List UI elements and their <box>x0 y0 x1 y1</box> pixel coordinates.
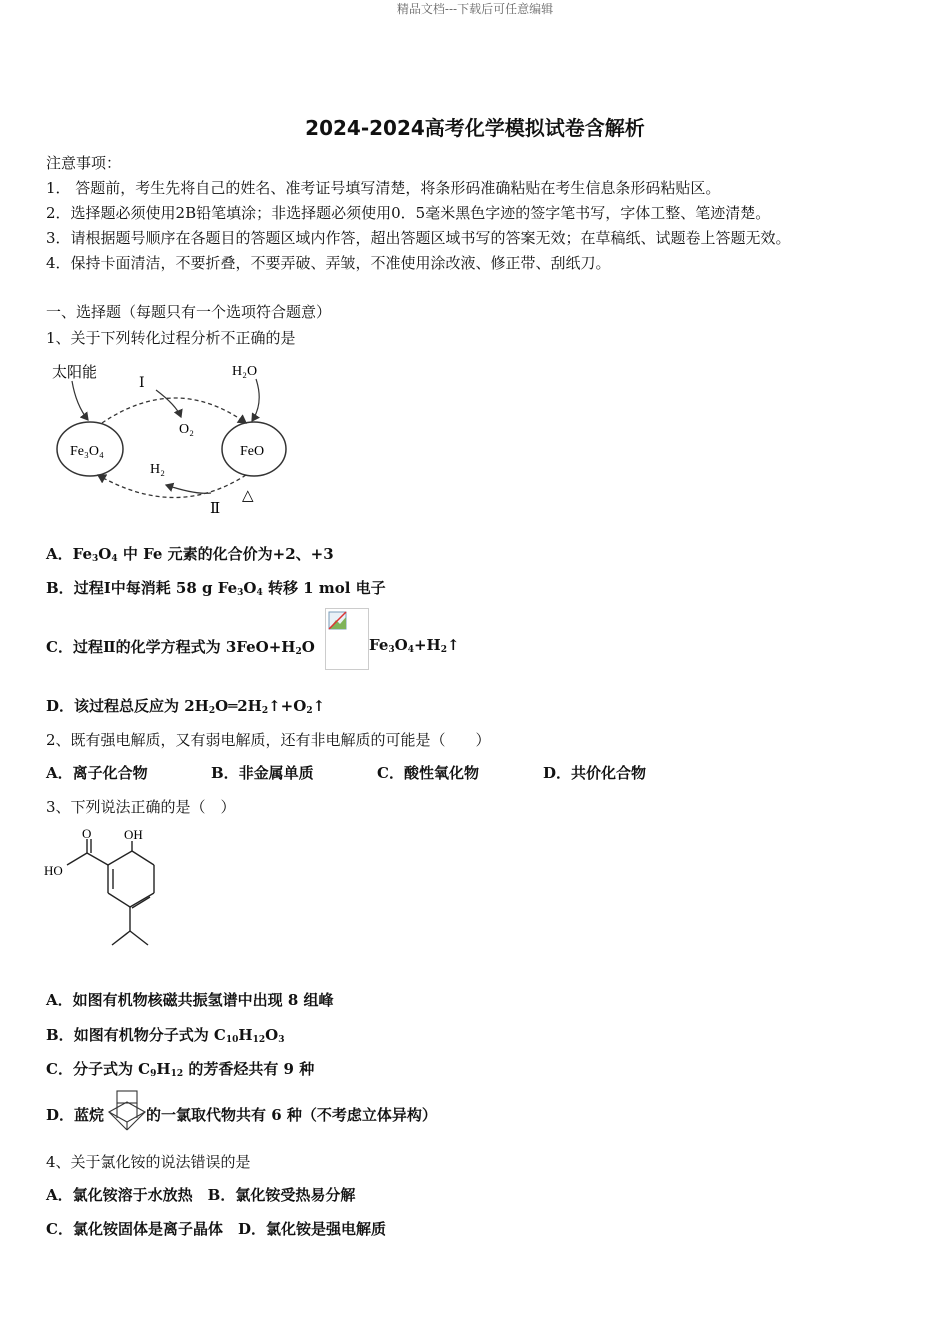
iron-oxide-cycle-diagram <box>46 355 306 520</box>
question-4-stem: 4、关于氯化铵的说法错误的是 <box>46 1153 251 1171</box>
process-1-label: Ⅰ <box>139 376 145 391</box>
q1-option-c-products: $Fe_3O_4+H_2↑$ <box>369 636 460 655</box>
notice-item-3: 3．请根据题号顺序在各题目的答题区域内作答，超出答题区域书写的答案无效；在草稿纸、试题卷上答题无效。 <box>46 229 791 247</box>
q2-option-a: A．离子化合物 <box>46 764 148 782</box>
process-1-arrow <box>102 398 246 423</box>
question-2-stem: 2、既有强电解质，又有弱电解质，还有非电解质的可能是（ ） <box>46 731 491 749</box>
q1-option-c: C．过程Ⅱ的化学方程式为 $3FeO+H_2O$ <box>46 638 315 657</box>
oxygen-arrow <box>156 390 181 417</box>
cubane-like-structure-icon <box>107 1088 151 1132</box>
q1-option-b: B．过程Ⅰ中每消耗 58 g $Fe_3O_4$ 转移 1 mol 电子 <box>46 579 386 598</box>
process-2-label: Ⅱ <box>210 501 221 517</box>
question-3-stem: 3、下列说法正确的是（ ） <box>46 798 236 816</box>
hydrogen-label: H₂ <box>150 462 165 477</box>
q2-option-c: C．酸性氧化物 <box>377 764 479 782</box>
q3-option-a: A．如图有机物核磁共振氢谱中出现 8 组峰 <box>46 991 334 1009</box>
hydroxyl-label: OH <box>124 827 143 842</box>
solar-arrow <box>72 381 88 420</box>
broken-image-icon <box>328 611 348 631</box>
q3-option-c: C．分子式为 $C_9H_{12}$ 的芳香烃共有 9 种 <box>46 1060 315 1079</box>
water-label: H₂O <box>232 364 258 379</box>
q1-option-d: D．该过程总反应为 $2H_2O═2H_2↑+O_2↑$ <box>46 697 326 716</box>
water-arrow <box>252 379 259 421</box>
broken-image-placeholder <box>325 608 369 670</box>
feo-label: FeO <box>240 444 265 459</box>
heat-symbol: △ <box>242 488 254 504</box>
oxygen-label: O₂ <box>179 422 194 437</box>
q4-options-row-1: A．氯化铵溶于水放热 B．氯化铵受热易分解 <box>46 1186 356 1204</box>
q4-options-row-2: C．氯化铵固体是离子晶体 D．氯化铵是强电解质 <box>46 1220 386 1238</box>
process-2-arrow <box>98 475 246 498</box>
fe3o4-label: Fe₃O₄ <box>70 444 104 459</box>
hydrogen-arrow <box>166 485 211 493</box>
carboxyl-hydroxyl-label: HO <box>44 863 63 878</box>
notice-item-2: 2．选择题必须使用2B铅笔填涂；非选择题必须使用0．5毫米黑色字迹的签字笔书写，字体工整、笔迹清楚。 <box>46 204 771 222</box>
page-header: 精品文档---下载后可任意编辑 <box>396 2 554 16</box>
q2-option-b: B．非金属单质 <box>211 764 314 782</box>
q3-option-b: B．如图有机物分子式为 $C_{10}H_{12}O_3$ <box>46 1026 285 1045</box>
section-heading: 一、选择题（每题只有一个选项符合题意） <box>46 303 332 321</box>
q3-option-d: D．蓝烷 的一氯取代物共有 6 种（不考虑立体异构） <box>46 1106 437 1124</box>
notice-item-1: 1． 答题前，考生先将自己的姓名、准考证号填写清楚，将条形码准确粘贴在考生信息条形码粘贴区。 <box>46 179 721 197</box>
question-1-stem: 1、关于下列转化过程分析不正确的是 <box>46 329 296 347</box>
carbonyl-oxygen-label: O <box>82 826 92 841</box>
solar-label: 太阳能 <box>52 365 98 381</box>
document-title: 2024-2024高考化学模拟试卷含解析 <box>305 116 645 140</box>
q2-option-d: D．共价化合物 <box>543 764 647 782</box>
notice-heading: 注意事项： <box>46 154 122 172</box>
organic-structure-diagram <box>40 825 170 960</box>
q1-option-a: A．$Fe_3O_4$ 中 Fe 元素的化合价为+2、+3 <box>46 545 334 564</box>
notice-item-4: 4．保持卡面清洁，不要折叠，不要弄破、弄皱，不准使用涂改液、修正带、刮纸刀。 <box>46 254 611 272</box>
